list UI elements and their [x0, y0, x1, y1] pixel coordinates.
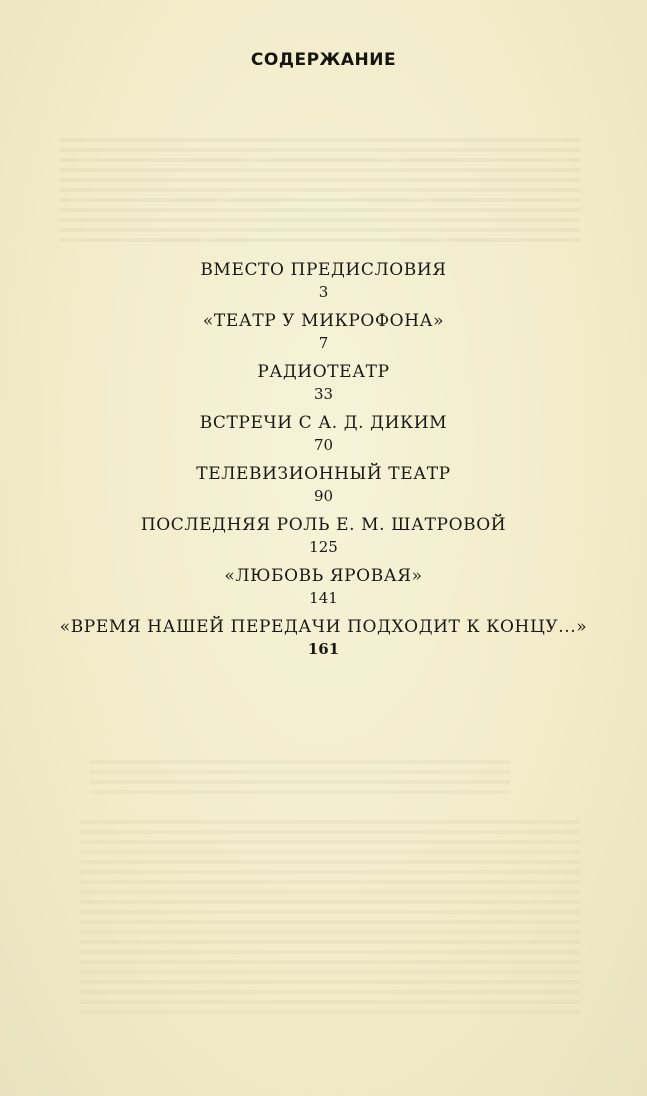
- toc-entry-title: «ЛЮБОВЬ ЯРОВАЯ»: [224, 566, 423, 586]
- toc-entry-page: 3: [318, 283, 329, 301]
- toc-entry-title: «ВРЕМЯ НАШЕЙ ПЕРЕДАЧИ ПОДХОДИТ К КОНЦУ...»: [59, 617, 588, 637]
- show-through-text-block: [60, 138, 580, 248]
- show-through-text-block: [90, 760, 510, 800]
- toc-entry-title: «ТЕАТР У МИКРОФОНА»: [202, 311, 445, 331]
- toc-entry-page: 125: [309, 538, 338, 556]
- toc-entry-page: 70: [313, 436, 334, 454]
- toc-entry-title: ПОСЛЕДНЯЯ РОЛЬ Е. М. ШАТРОВОЙ: [140, 515, 507, 535]
- toc-entry: [0, 564, 647, 615]
- toc-entry: [0, 411, 647, 462]
- page-title: СОДЕРЖАНИЕ: [250, 50, 397, 70]
- toc-entry-title: ВСТРЕЧИ С А. Д. ДИКИМ: [199, 413, 448, 433]
- toc-entry-page: 7: [318, 334, 329, 352]
- toc-entry: [0, 258, 647, 309]
- show-through-text-block: [80, 820, 580, 1020]
- toc-entry: [0, 462, 647, 513]
- toc-entry: [0, 615, 647, 666]
- toc-entry: [0, 309, 647, 360]
- toc-entry-title: РАДИОТЕАТР: [257, 362, 390, 382]
- toc-entry-title: ТЕЛЕВИЗИОННЫЙ ТЕАТР: [196, 464, 451, 484]
- toc-entry-page: 90: [313, 487, 334, 505]
- toc-entry-page: 161: [307, 640, 340, 658]
- toc-entry-title: ВМЕСТО ПРЕДИСЛОВИЯ: [200, 260, 447, 280]
- toc-entry: [0, 360, 647, 411]
- table-of-contents: [0, 258, 647, 666]
- toc-entry-page: 141: [309, 589, 338, 607]
- toc-entry-page: 33: [313, 385, 334, 403]
- toc-entry: [0, 513, 647, 564]
